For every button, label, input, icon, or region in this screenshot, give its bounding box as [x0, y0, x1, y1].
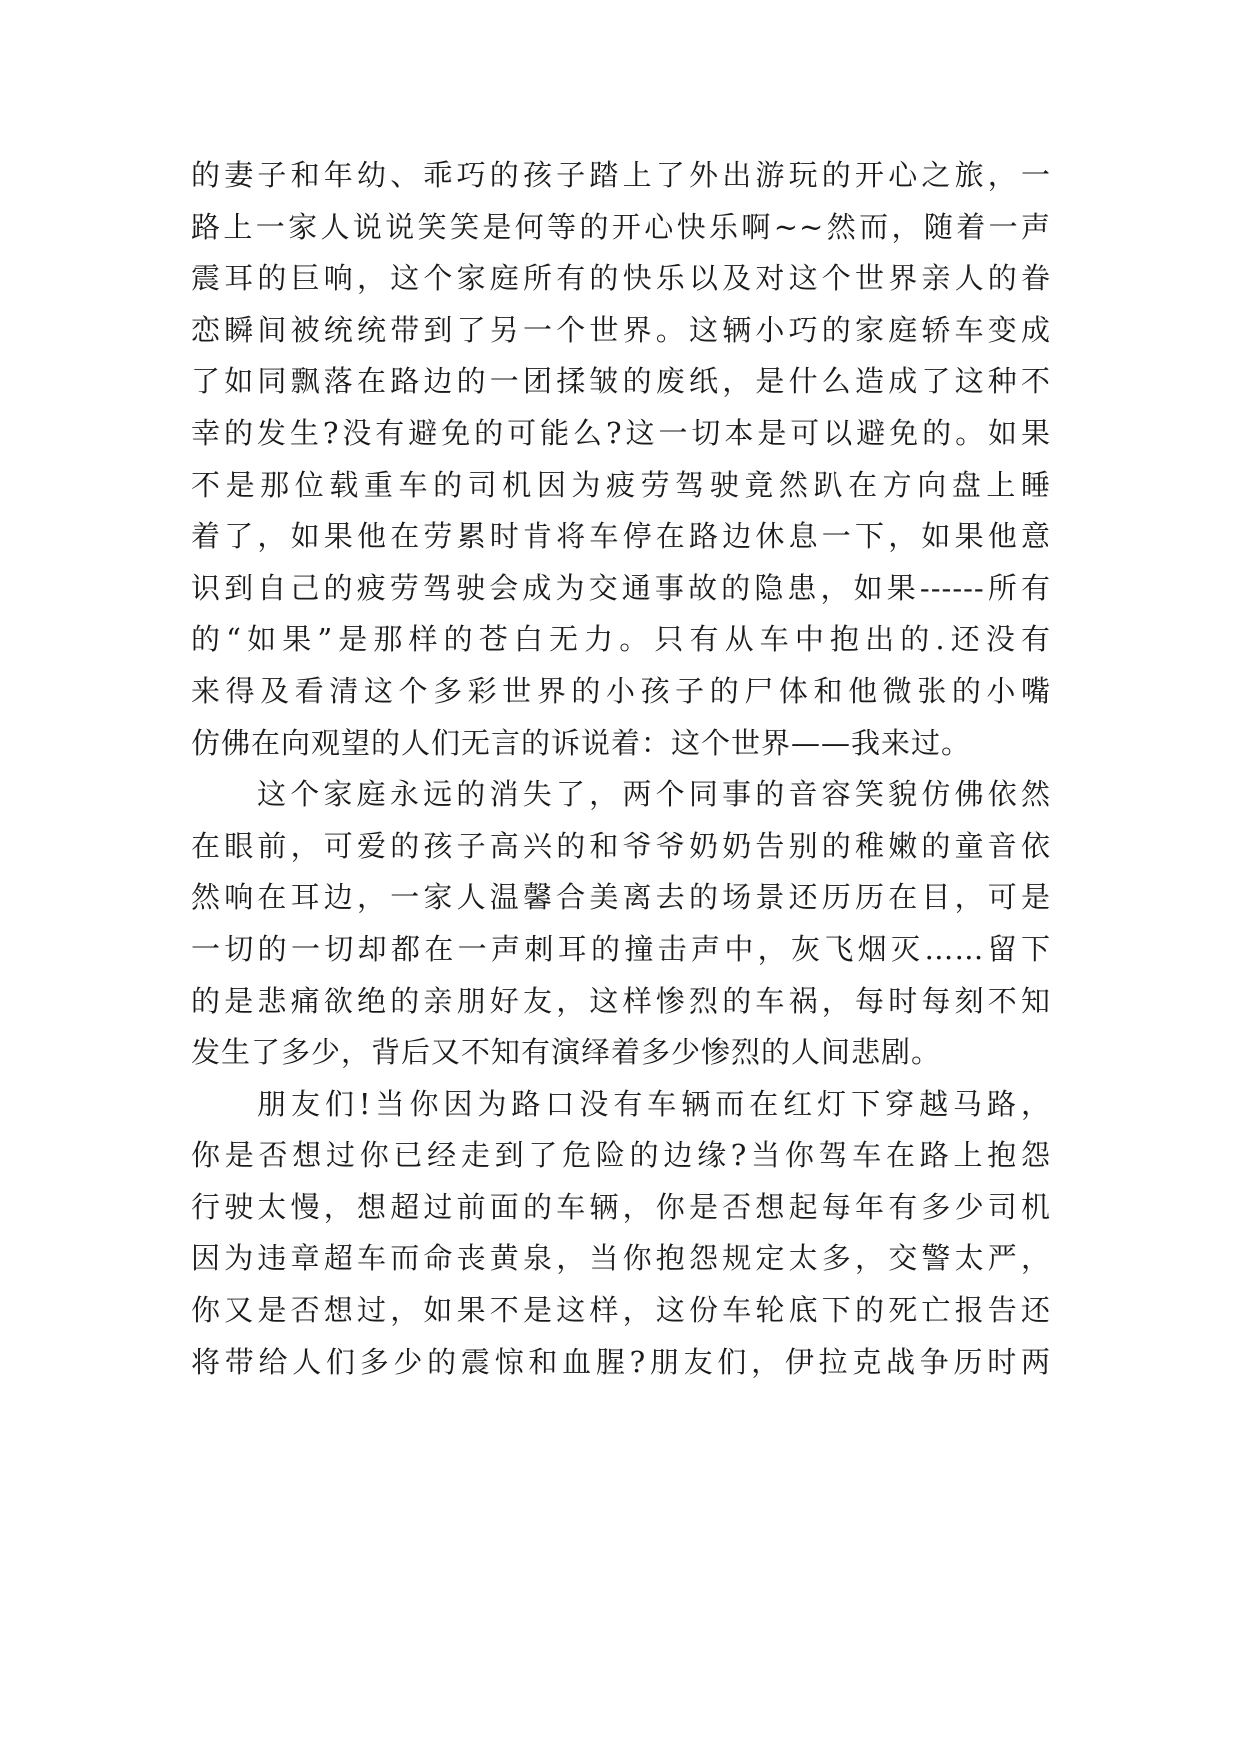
text-line: 的“如果”是那样的苍白无力。只有从车中抱出的.还没有 — [191, 622, 1051, 657]
text-line: 路上一家人说说笑笑是何等的开心快乐啊~~然而，随着一声 — [191, 209, 1051, 244]
text-line: 一切的一切却都在一声刺耳的撞击声中，灰飞烟灭……留下 — [191, 931, 1051, 966]
text-line: 幸的发生?没有避免的可能么?这一切本是可以避免的。如果 — [191, 415, 1051, 450]
text-line: 这个家庭永远的消失了，两个同事的音容笑貌仿佛依然 — [257, 777, 1051, 812]
text-line: 来得及看清这个多彩世界的小孩子的尸体和他微张的小嘴 — [191, 673, 1051, 708]
text-line: 将带给人们多少的震惊和血腥?朋友们，伊拉克战争历时两 — [191, 1344, 1051, 1379]
text-line: 行驶太慢，想超过前面的车辆，你是否想起每年有多少司机 — [191, 1189, 1051, 1224]
text-line: 的是悲痛欲绝的亲朋好友，这样惨烈的车祸，每时每刻不知 — [191, 983, 1051, 1018]
text-line: 你又是否想过，如果不是这样，这份车轮底下的死亡报告还 — [191, 1293, 1051, 1328]
body-text — [191, 150, 1051, 1388]
text-line: 仿佛在向观望的人们无言的诉说着：这个世界——我来过。 — [191, 725, 972, 760]
text-line: 发生了多少，背后又不知有演绎着多少惨烈的人间悲剧。 — [191, 1035, 942, 1070]
text-line: 你是否想过你已经走到了危险的边缘?当你驾车在路上抱怨 — [191, 1138, 1051, 1173]
text-line: 然响在耳边，一家人温馨合美离去的场景还历历在目，可是 — [191, 880, 1051, 915]
text-line: 不是那位载重车的司机因为疲劳驾驶竟然趴在方向盘上睡 — [191, 467, 1051, 502]
text-line: 的妻子和年幼、乖巧的孩子踏上了外出游玩的开心之旅，一 — [191, 158, 1051, 192]
text-line: 震耳的巨响，这个家庭所有的快乐以及对这个世界亲人的眷 — [191, 261, 1051, 296]
text-line: 了如同飘落在路边的一团揉皱的废纸，是什么造成了这种不 — [191, 364, 1051, 399]
text-line: 在眼前，可爱的孩子高兴的和爷爷奶奶告别的稚嫩的童音依 — [191, 828, 1051, 863]
text-line: 朋友们!当你因为路口没有车辆而在红灯下穿越马路， — [257, 1086, 1051, 1121]
text-line: 着了，如果他在劳累时肯将车停在路边休息一下，如果他意 — [191, 519, 1051, 554]
text-line: 因为违章超车而命丧黄泉，当你抱怨规定太多，交警太严， — [191, 1241, 1051, 1276]
text-line: 恋瞬间被统统带到了另一个世界。这辆小巧的家庭轿车变成 — [191, 312, 1051, 347]
text-line: 识到自己的疲劳驾驶会成为交通事故的隐患，如果------所有 — [191, 570, 1051, 605]
